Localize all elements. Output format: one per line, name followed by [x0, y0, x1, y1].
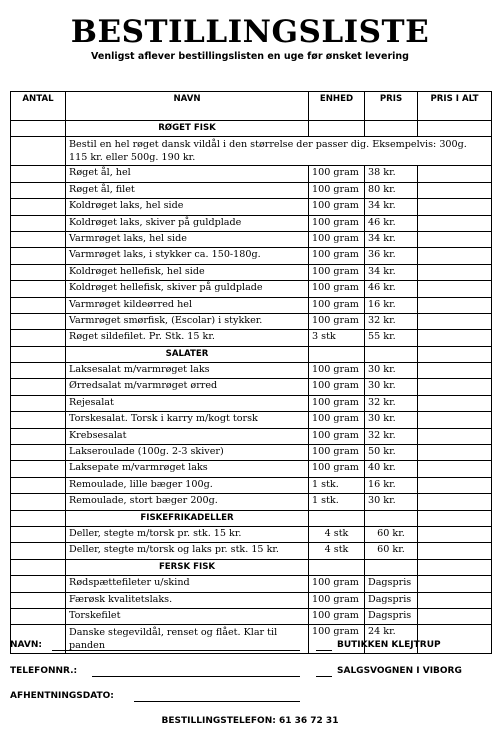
item-price: Dagspris	[365, 608, 418, 624]
item-unit: 100 gram	[309, 248, 365, 264]
item-price: 60 kr.	[365, 526, 418, 542]
enhed-cell	[309, 346, 365, 362]
table-row	[11, 330, 492, 346]
antal-cell[interactable]	[11, 121, 66, 137]
pris-i-alt-cell[interactable]	[418, 576, 492, 592]
phone-field[interactable]	[92, 676, 300, 677]
table-row	[11, 199, 492, 215]
antal-cell[interactable]	[11, 281, 66, 297]
table-row	[11, 428, 492, 444]
antal-cell[interactable]	[11, 461, 66, 477]
pris-i-alt-cell[interactable]	[418, 121, 492, 137]
antal-cell[interactable]	[11, 182, 66, 198]
section-heading: RØGET FISK	[66, 121, 309, 137]
section-heading: FISKEFRIKADELLER	[66, 510, 309, 526]
item-name: Røget ål, hel	[66, 166, 309, 182]
antal-cell[interactable]	[11, 166, 66, 182]
pris-cell	[365, 559, 418, 575]
table-row	[11, 494, 492, 510]
item-price: 32 kr.	[365, 395, 418, 411]
item-price: 38 kr.	[365, 166, 418, 182]
item-price: 16 kr.	[365, 477, 418, 493]
item-name: Laksepate m/varmrøget laks	[66, 461, 309, 477]
pris-i-alt-cell[interactable]	[418, 379, 492, 395]
antal-cell[interactable]	[11, 510, 66, 526]
table-row	[11, 297, 492, 313]
page-title: BESTILLINGSLISTE	[70, 14, 430, 50]
pris-i-alt-cell[interactable]	[418, 166, 492, 182]
page-subtitle: Venligst aflever bestillingslisten en uge før ønsket levering	[91, 51, 409, 62]
item-unit: 100 gram	[309, 264, 365, 280]
item-name: Færøsk kvalitetslaks.	[66, 592, 309, 608]
table-row	[11, 281, 492, 297]
item-name: Varmrøget kildeørred hel	[66, 297, 309, 313]
antal-cell[interactable]	[11, 608, 66, 624]
pris-i-alt-cell[interactable]	[418, 494, 492, 510]
pris-i-alt-cell[interactable]	[418, 477, 492, 493]
item-name: Varmrøget laks, hel side	[66, 231, 309, 247]
name-label: NAVN:	[10, 640, 42, 650]
antal-cell[interactable]	[11, 592, 66, 608]
item-name: Røget ål, filet	[66, 182, 309, 198]
item-name: Koldrøget laks, skiver på guldplade	[66, 215, 309, 231]
item-name: Røget sildefilet. Pr. Stk. 15 kr.	[66, 330, 309, 346]
item-unit: 100 gram	[309, 281, 365, 297]
antal-cell[interactable]	[11, 428, 66, 444]
pris-i-alt-cell[interactable]	[418, 313, 492, 329]
pris-i-alt-cell[interactable]	[418, 231, 492, 247]
antal-cell[interactable]	[11, 412, 66, 428]
pris-cell	[365, 346, 418, 362]
item-name: Rejesalat	[66, 395, 309, 411]
table-row	[11, 248, 492, 264]
item-unit: 100 gram	[309, 166, 365, 182]
antal-cell[interactable]	[11, 248, 66, 264]
item-name: Varmrøget smørfisk, (Escolar) i stykker.	[66, 313, 309, 329]
antal-cell[interactable]	[11, 494, 66, 510]
pickup-date-field[interactable]	[134, 701, 300, 702]
antal-cell[interactable]	[11, 363, 66, 379]
item-price: 32 kr.	[365, 313, 418, 329]
item-unit: 100 gram	[309, 412, 365, 428]
pris-cell	[365, 510, 418, 526]
item-price: 34 kr.	[365, 231, 418, 247]
item-unit: 100 gram	[309, 182, 365, 198]
table-header-row	[11, 92, 492, 121]
item-unit: 100 gram	[309, 395, 365, 411]
item-price: 30 kr.	[365, 363, 418, 379]
antal-cell[interactable]	[11, 215, 66, 231]
table-row	[11, 231, 492, 247]
item-name: Danske stegevildål, renset og flået. Klar til panden	[66, 625, 309, 654]
order-table-body	[11, 121, 492, 654]
item-price: 80 kr.	[365, 182, 418, 198]
antal-cell[interactable]	[11, 330, 66, 346]
pris-i-alt-cell[interactable]	[418, 346, 492, 362]
table-row	[11, 608, 492, 624]
item-name: Remoulade, lille bæger 100g.	[66, 477, 309, 493]
item-name: Laksesalat m/varmrøget laks	[66, 363, 309, 379]
section-row	[11, 121, 492, 137]
item-price: 46 kr.	[365, 281, 418, 297]
pickup-date-label: AFHENTNINGSDATO:	[10, 691, 114, 701]
antal-cell[interactable]	[11, 445, 66, 461]
item-name: Varmrøget laks, i stykker ca. 150-180g.	[66, 248, 309, 264]
pris-i-alt-cell[interactable]	[418, 526, 492, 542]
note-row	[11, 137, 492, 166]
antal-cell[interactable]	[11, 379, 66, 395]
item-unit: 100 gram	[309, 461, 365, 477]
item-unit: 4 stk	[309, 543, 365, 559]
table-row	[11, 543, 492, 559]
item-unit: 100 gram	[309, 313, 365, 329]
item-price: 40 kr.	[365, 461, 418, 477]
item-price: 50 kr.	[365, 445, 418, 461]
item-price: 32 kr.	[365, 428, 418, 444]
pris-i-alt-cell[interactable]	[418, 297, 492, 313]
item-price: 30 kr.	[365, 379, 418, 395]
pris-i-alt-cell[interactable]	[418, 264, 492, 280]
column-header-pris-i-alt: PRIS I ALT	[418, 92, 492, 121]
item-name: Koldrøget hellefisk, hel side	[66, 264, 309, 280]
enhed-cell	[309, 559, 365, 575]
pris-i-alt-cell[interactable]	[418, 543, 492, 559]
pris-i-alt-cell[interactable]	[418, 182, 492, 198]
pris-i-alt-cell[interactable]	[418, 330, 492, 346]
item-unit: 100 gram	[309, 379, 365, 395]
section-heading: SALATER	[66, 346, 309, 362]
antal-cell[interactable]	[11, 297, 66, 313]
item-price: 34 kr.	[365, 264, 418, 280]
antal-cell[interactable]	[11, 477, 66, 493]
table-row	[11, 461, 492, 477]
antal-cell[interactable]	[11, 543, 66, 559]
butikken-checkbox[interactable]	[316, 650, 332, 651]
item-name: Rødspættefileter u/skind	[66, 576, 309, 592]
item-price: 60 kr.	[365, 543, 418, 559]
salgsvognen-option-label: SALGSVOGNEN I VIBORG	[337, 666, 462, 676]
item-unit: 100 gram	[309, 199, 365, 215]
section-row	[11, 346, 492, 362]
item-unit: 100 gram	[309, 231, 365, 247]
table-row	[11, 166, 492, 182]
item-unit: 4 stk	[309, 526, 365, 542]
pris-i-alt-cell[interactable]	[418, 428, 492, 444]
antal-cell[interactable]	[11, 526, 66, 542]
item-price: 24 kr.	[365, 625, 418, 654]
item-name: Deller, stegte m/torsk pr. stk. 15 kr.	[66, 526, 309, 542]
item-unit: 100 gram	[309, 445, 365, 461]
item-unit: 100 gram	[309, 215, 365, 231]
item-name: Lakseroulade (100g. 2-3 skiver)	[66, 445, 309, 461]
table-row	[11, 379, 492, 395]
pris-i-alt-cell[interactable]	[418, 412, 492, 428]
order-table	[10, 91, 492, 654]
item-name: Torskesalat. Torsk i karry m/kogt torsk	[66, 412, 309, 428]
pris-i-alt-cell[interactable]	[418, 248, 492, 264]
item-unit: 1 stk.	[309, 494, 365, 510]
antal-cell[interactable]	[11, 346, 66, 362]
enhed-cell	[309, 121, 365, 137]
order-phone: BESTILLINGSTELEFON: 61 36 72 31	[161, 716, 339, 726]
table-row	[11, 395, 492, 411]
item-price: Dagspris	[365, 592, 418, 608]
item-price: 16 kr.	[365, 297, 418, 313]
column-header-pris: PRIS	[365, 92, 418, 121]
item-unit: 100 gram	[309, 428, 365, 444]
item-name: Ørredsalat m/varmrøget ørred	[66, 379, 309, 395]
table-row	[11, 412, 492, 428]
table-row	[11, 576, 492, 592]
item-unit: 100 gram	[309, 608, 365, 624]
item-name: Deller, stegte m/torsk og laks pr. stk. 15 kr.	[66, 543, 309, 559]
pris-cell	[365, 121, 418, 137]
item-price: 55 kr.	[365, 330, 418, 346]
table-row	[11, 592, 492, 608]
pris-i-alt-cell[interactable]	[418, 199, 492, 215]
pris-i-alt-cell[interactable]	[418, 592, 492, 608]
phone-label: TELEFONNR.:	[10, 666, 78, 676]
pris-i-alt-cell[interactable]	[418, 363, 492, 379]
pris-i-alt-cell[interactable]	[418, 461, 492, 477]
table-row	[11, 313, 492, 329]
item-name: Remoulade, stort bæger 200g.	[66, 494, 309, 510]
section-row	[11, 510, 492, 526]
table-row	[11, 445, 492, 461]
table-row	[11, 363, 492, 379]
item-unit: 100 gram	[309, 625, 365, 654]
item-name: Koldrøget laks, hel side	[66, 199, 309, 215]
column-header-navn: NAVN	[66, 92, 309, 121]
item-price: 36 kr.	[365, 248, 418, 264]
item-name: Koldrøget hellefisk, skiver på guldplade	[66, 281, 309, 297]
table-row	[11, 264, 492, 280]
pris-i-alt-cell[interactable]	[418, 608, 492, 624]
table-row	[11, 182, 492, 198]
column-header-enhed: ENHED	[309, 92, 365, 121]
item-price: 46 kr.	[365, 215, 418, 231]
table-row	[11, 215, 492, 231]
item-price: Dagspris	[365, 576, 418, 592]
item-price: 30 kr.	[365, 494, 418, 510]
section-row	[11, 559, 492, 575]
pris-i-alt-cell[interactable]	[418, 281, 492, 297]
item-name: Krebsesalat	[66, 428, 309, 444]
antal-cell[interactable]	[11, 559, 66, 575]
item-unit: 1 stk.	[309, 477, 365, 493]
item-unit: 100 gram	[309, 297, 365, 313]
antal-cell[interactable]	[11, 395, 66, 411]
antal-cell[interactable]	[11, 199, 66, 215]
section-heading: FERSK FISK	[66, 559, 309, 575]
note-text: Bestil en hel røget dansk vildål i den størrelse der passer dig. Eksempelvis: 300g. 115 kr. eller 500g. 190 kr.	[66, 137, 492, 166]
item-price: 34 kr.	[365, 199, 418, 215]
table-row	[11, 526, 492, 542]
pris-i-alt-cell[interactable]	[418, 510, 492, 526]
column-header-antal: ANTAL	[11, 92, 66, 121]
enhed-cell	[309, 510, 365, 526]
pris-i-alt-cell[interactable]	[418, 445, 492, 461]
butikken-option-label: BUTIKKEN KLEJTRUP	[337, 640, 441, 650]
item-name: Torskefilet	[66, 608, 309, 624]
item-unit: 100 gram	[309, 592, 365, 608]
item-unit: 100 gram	[309, 576, 365, 592]
pris-i-alt-cell[interactable]	[418, 215, 492, 231]
salgsvognen-checkbox[interactable]	[316, 676, 332, 677]
antal-cell[interactable]	[11, 313, 66, 329]
pris-i-alt-cell[interactable]	[418, 559, 492, 575]
pris-i-alt-cell[interactable]	[418, 395, 492, 411]
antal-cell[interactable]	[11, 264, 66, 280]
antal-cell[interactable]	[11, 576, 66, 592]
item-unit: 3 stk	[309, 330, 365, 346]
antal-cell[interactable]	[11, 137, 66, 166]
item-price: 30 kr.	[365, 412, 418, 428]
name-field[interactable]	[52, 650, 300, 651]
antal-cell[interactable]	[11, 231, 66, 247]
table-row	[11, 477, 492, 493]
item-unit: 100 gram	[309, 363, 365, 379]
